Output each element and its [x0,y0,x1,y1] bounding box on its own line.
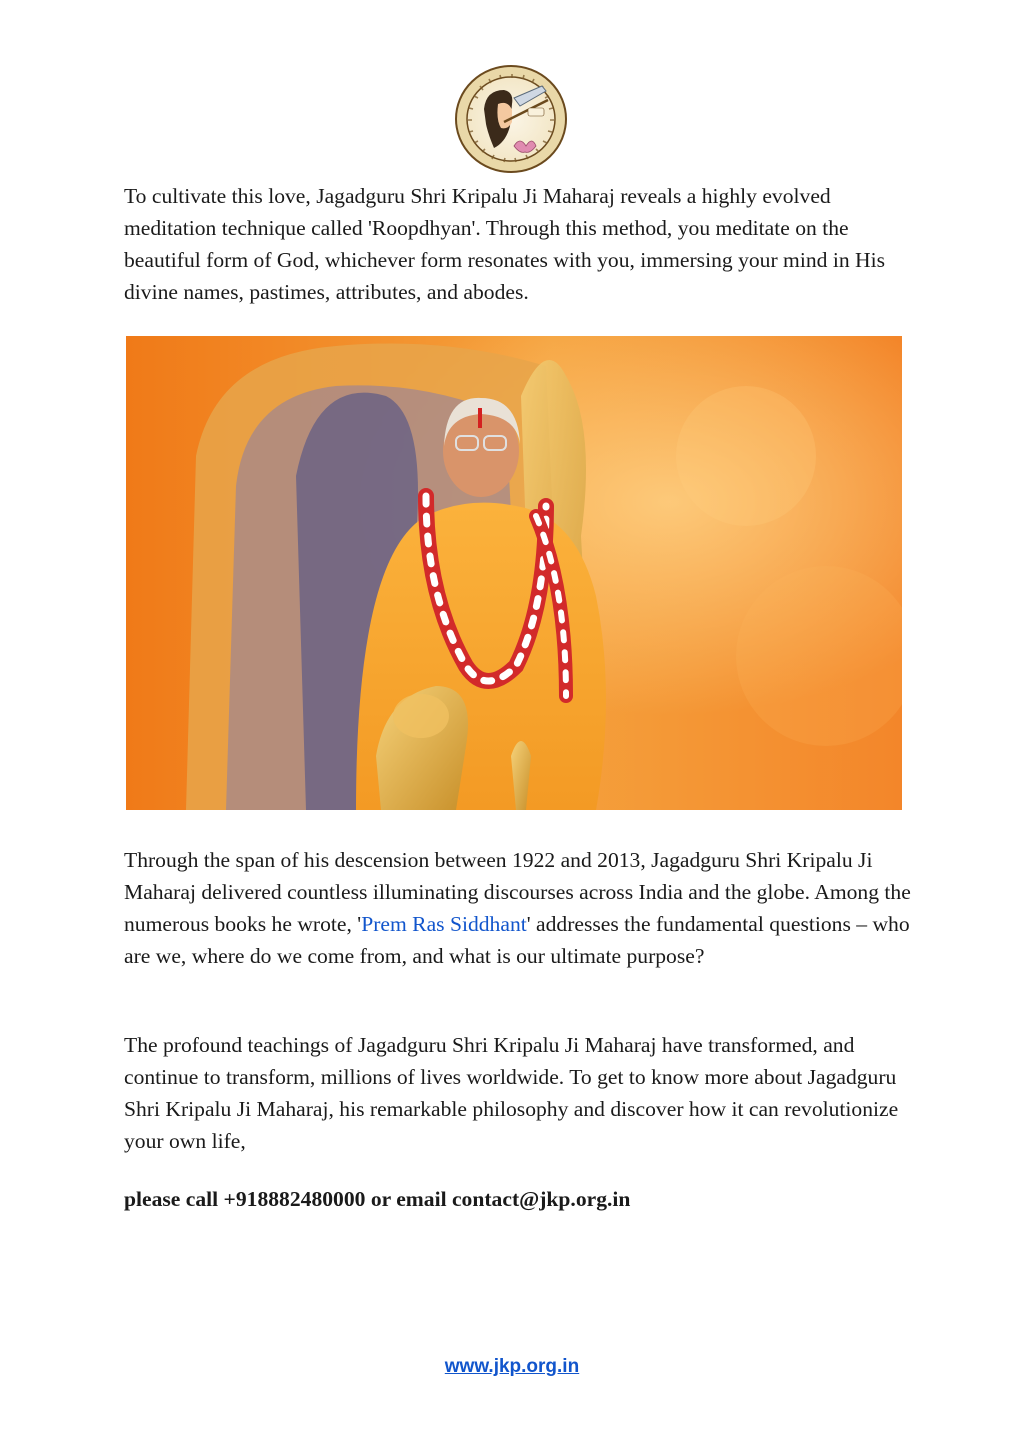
contact-paragraph: please call +918882480000 or email contact@jkp.org.in [124,1187,631,1211]
intro-paragraph: To cultivate this love, Jagadguru Shri Kripalu Ji Maharaj reveals a highly evolved meditation technique called 'Roopdhyan'. Through this method, you meditate on the beautiful form of God, whichever form resonates with you, immersing your mind in His divine names, pastimes, attributes, and abodes. [124,184,886,304]
logo-seal-icon [454,64,568,174]
history-text-start: Through the span of his descension between 1922 and 2013, Jagadguru Shri Kripalu Ji Maharaj delivered countless illuminating discourses across India and the globe. Among the numerous books he wrote, ' [124,848,911,936]
website-link[interactable]: www.jkp.org.in [444,1356,580,1377]
teachings-paragraph: The profound teachings of Jagadguru Shri Kripalu Ji Maharaj have transformed, and continue to transform, millions of lives worldwide. To get to know more about Jagadguru Shri Kripalu Ji Maharaj, his remarkable philosophy and discover how it can revolutionize your own life, [124,1033,899,1153]
history-paragraph [124,844,914,972]
portrait-photo [126,336,902,810]
prem-ras-siddhant-link[interactable]: Prem Ras Siddhant [361,912,527,936]
history-text-end: ' addresses the fundamental questions – who are we, where do we come from, and what is our ultimate purpose? [124,912,910,968]
